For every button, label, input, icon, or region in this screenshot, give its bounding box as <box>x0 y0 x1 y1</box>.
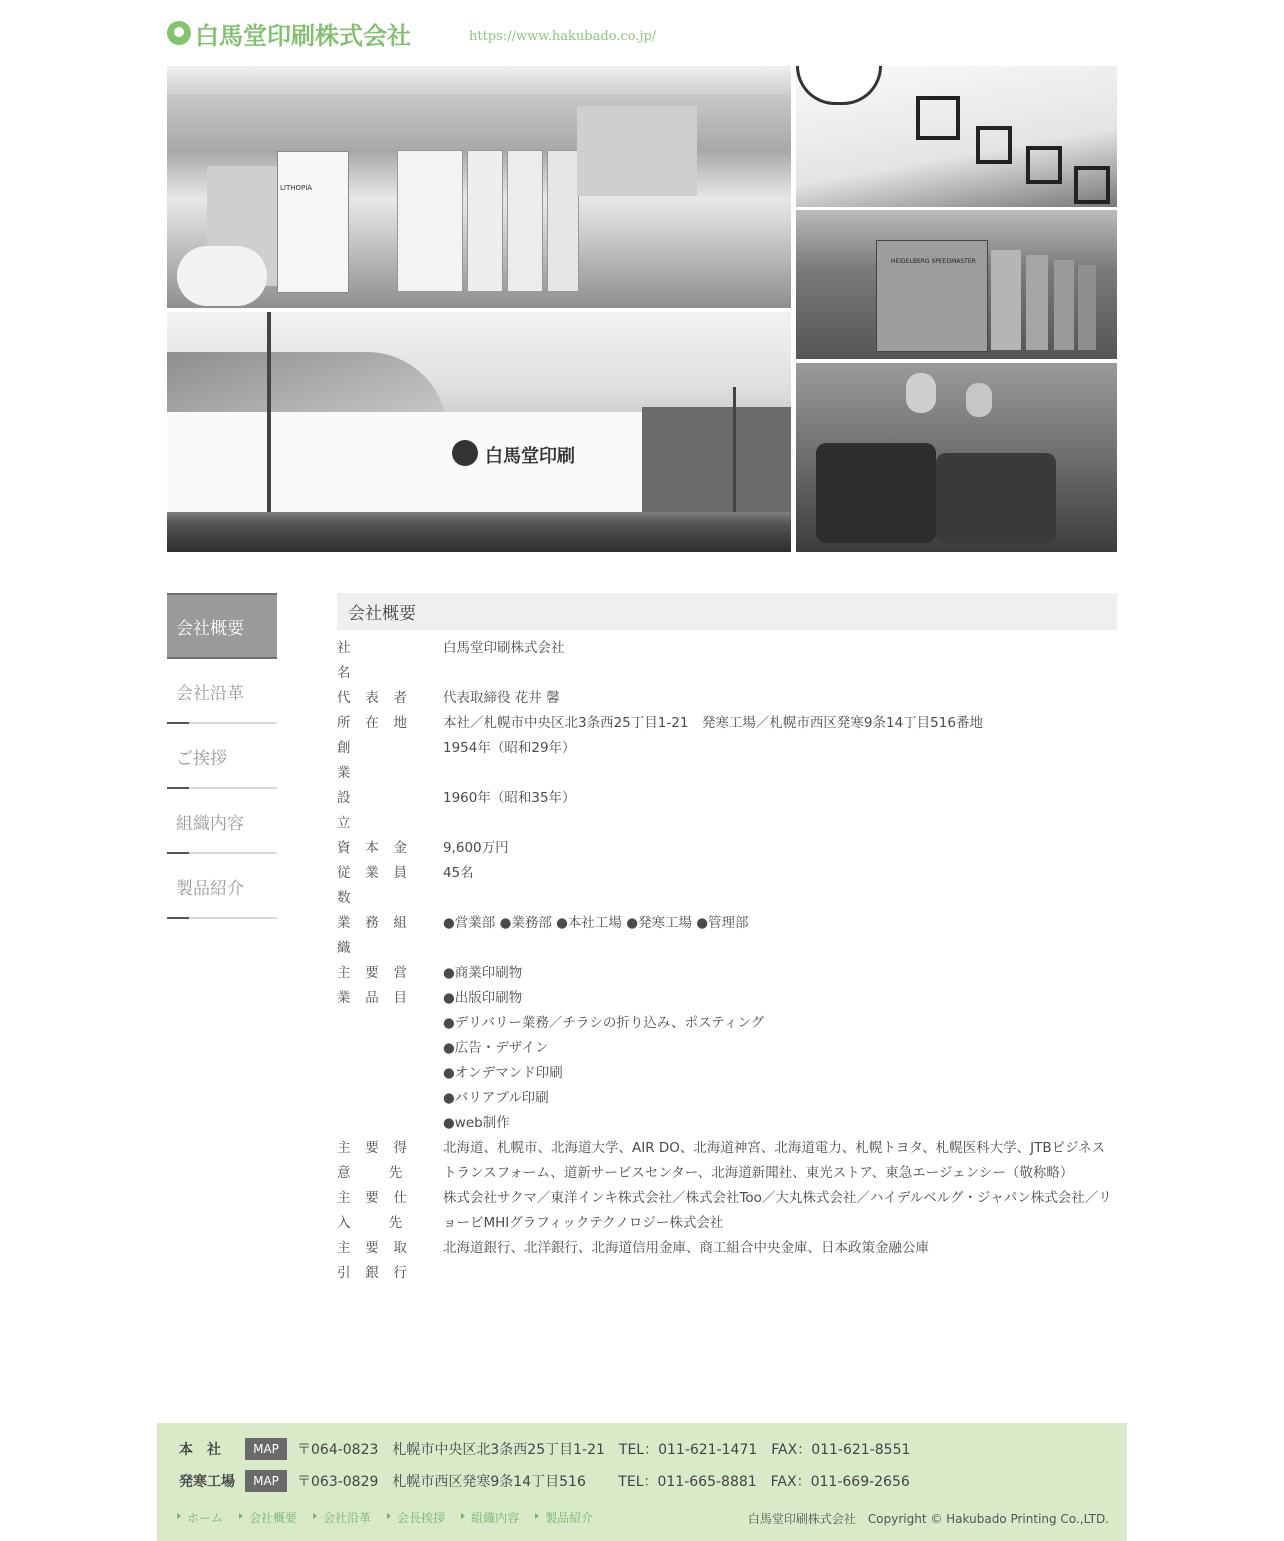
page-title: 会社概要 <box>337 593 1117 630</box>
info-value-line: 45名 <box>443 865 474 881</box>
footer-hassamu-label: 発寒工場 <box>179 1474 235 1490</box>
company-info-table <box>337 636 1117 1286</box>
info-value <box>443 736 1117 786</box>
site-header <box>167 17 1117 51</box>
building-sign: 白馬堂印刷 <box>485 446 575 467</box>
info-value-line: 9,600万円 <box>443 840 509 856</box>
sidebar-nav <box>167 593 277 919</box>
historic-workshop-photo <box>796 363 1117 552</box>
info-value <box>443 1186 1117 1236</box>
footer-honsha-row <box>179 1438 910 1460</box>
hassamu-map-button[interactable]: MAP <box>245 1470 287 1492</box>
footer-link-products[interactable]: 製品紹介 <box>535 1509 593 1526</box>
info-value-line: ●出版印刷物 <box>443 990 523 1006</box>
info-row <box>337 861 1117 911</box>
info-key: 主 要 得 意 先 <box>337 1140 407 1181</box>
info-key: 社 名 <box>337 640 351 681</box>
info-value-line: 北海道、札幌市、北海道大学、AIR DO、北海道神宮、北海道電力、札幌トヨタ、札幌医科大学、JTBビジネストランスフォーム、道新サービスセンター、北海道新聞社、東光ストア、東急エージェンシー（敬称略） <box>443 1140 1106 1181</box>
info-key: 主 要 取 引 銀 行 <box>337 1240 407 1281</box>
info-value-line: 代表取締役 花井 馨 <box>443 690 560 706</box>
info-key: 代 表 者 <box>337 690 407 706</box>
info-row <box>337 686 1117 711</box>
info-row <box>337 636 1117 686</box>
factory-interior-photo <box>167 66 791 308</box>
info-row <box>337 1136 1117 1186</box>
info-key: 所 在 地 <box>337 715 407 731</box>
info-row <box>337 786 1117 836</box>
site-url: https://www.hakubado.co.jp/ <box>469 29 657 44</box>
info-value <box>443 1236 1117 1286</box>
info-row <box>337 1186 1117 1236</box>
info-value <box>443 836 1117 861</box>
info-key: 創 業 <box>337 740 351 781</box>
info-value-line: 白馬堂印刷株式会社 <box>443 640 565 656</box>
info-key: 資 本 金 <box>337 840 407 856</box>
info-row <box>337 1236 1117 1286</box>
footer-link-home[interactable]: ホーム <box>177 1509 223 1526</box>
info-key: 主 要 仕 入 先 <box>337 1190 407 1231</box>
info-value-line: ●広告・デザイン <box>443 1040 549 1056</box>
info-value <box>443 1136 1117 1186</box>
info-value <box>443 961 1117 1136</box>
site-footer <box>157 1423 1127 1541</box>
footer-link-overview[interactable]: 会社概要 <box>239 1509 297 1526</box>
info-value <box>443 861 1117 911</box>
info-key: 主 要 営 業 品 目 <box>337 965 407 1006</box>
info-value <box>443 711 1117 736</box>
footer-link-history[interactable]: 会社沿革 <box>313 1509 371 1526</box>
info-key: 設 立 <box>337 790 351 831</box>
info-row <box>337 836 1117 861</box>
info-value-line: 株式会社サクマ／東洋インキ株式会社／株式会社Too／大丸株式会社／ハイデルベルグ・ジャパン株式会社／リョービMHIグラフィックテクノロジー株式会社 <box>443 1190 1112 1231</box>
info-row <box>337 961 1117 1136</box>
honsha-map-button[interactable]: MAP <box>245 1438 287 1460</box>
company-sign-photo <box>796 66 1117 207</box>
horse-logo-icon <box>167 21 191 45</box>
sidebar-item-history[interactable]: 会社沿革 <box>167 660 277 724</box>
info-row <box>337 736 1117 786</box>
company-logo[interactable] <box>167 17 411 49</box>
info-value-line: ●バリアブル印刷 <box>443 1090 549 1106</box>
footer-hassamu-address: 〒063-0829 札幌市西区発寒9条14丁目516 TEL：011-665-8881 FAX：011-669-2656 <box>297 1474 910 1490</box>
press-label: LITHOPIA <box>280 184 313 192</box>
sidebar-item-organization[interactable]: 組織内容 <box>167 790 277 854</box>
printing-press-photo <box>796 210 1117 359</box>
info-value-line: ●商業印刷物 <box>443 965 523 981</box>
copyright: 白馬堂印刷株式会社 Copyright © Hakubado Printing Co.,LTD. <box>747 1512 1109 1526</box>
press-brand-label: HEIDELBERG SPEEDMASTER <box>891 258 976 265</box>
footer-link-organization[interactable]: 組織内容 <box>461 1509 519 1526</box>
info-value-line: 1960年（昭和35年） <box>443 790 576 806</box>
footer-honsha-label: 本 社 <box>179 1442 221 1458</box>
info-key: 業 務 組 織 <box>337 915 407 956</box>
info-row <box>337 711 1117 736</box>
sidebar-item-greeting[interactable]: ご挨拶 <box>167 725 277 789</box>
sidebar-item-company-overview[interactable]: 会社概要 <box>167 593 277 659</box>
info-row <box>337 911 1117 961</box>
info-value-line: 本社／札幌市中央区北3条西25丁目1-21 発寒工場／札幌市西区発寒9条14丁目516番地 <box>443 715 983 731</box>
factory-building-photo <box>167 312 791 552</box>
footer-link-greeting[interactable]: 会長挨拶 <box>387 1509 445 1526</box>
footer-hassamu-row <box>179 1470 910 1492</box>
footer-nav <box>177 1509 609 1526</box>
sidebar-item-products[interactable]: 製品紹介 <box>167 855 277 919</box>
info-value <box>443 786 1117 836</box>
info-value-line: 北海道銀行、北洋銀行、北海道信用金庫、商工組合中央金庫、日本政策金融公庫 <box>443 1240 929 1256</box>
info-value-line: 1954年（昭和29年） <box>443 740 576 756</box>
info-value-line: ●デリバリー業務／チラシの折り込み、ポスティング <box>443 1015 765 1031</box>
info-value <box>443 911 1117 961</box>
info-key: 従 業 員 数 <box>337 865 407 906</box>
info-value <box>443 636 1117 686</box>
main-content <box>337 593 1117 1286</box>
logo-text: 白馬堂印刷株式会社 <box>195 21 411 50</box>
info-value-line: ●web制作 <box>443 1115 510 1131</box>
info-value-line: ●営業部 ●業務部 ●本社工場 ●発寒工場 ●管理部 <box>443 915 749 931</box>
info-value <box>443 686 1117 711</box>
info-value-line: ●オンデマンド印刷 <box>443 1065 563 1081</box>
footer-honsha-address: 〒064-0823 札幌市中央区北3条西25丁目1-21 TEL：011-621-1471 FAX：011-621-8551 <box>297 1442 911 1458</box>
